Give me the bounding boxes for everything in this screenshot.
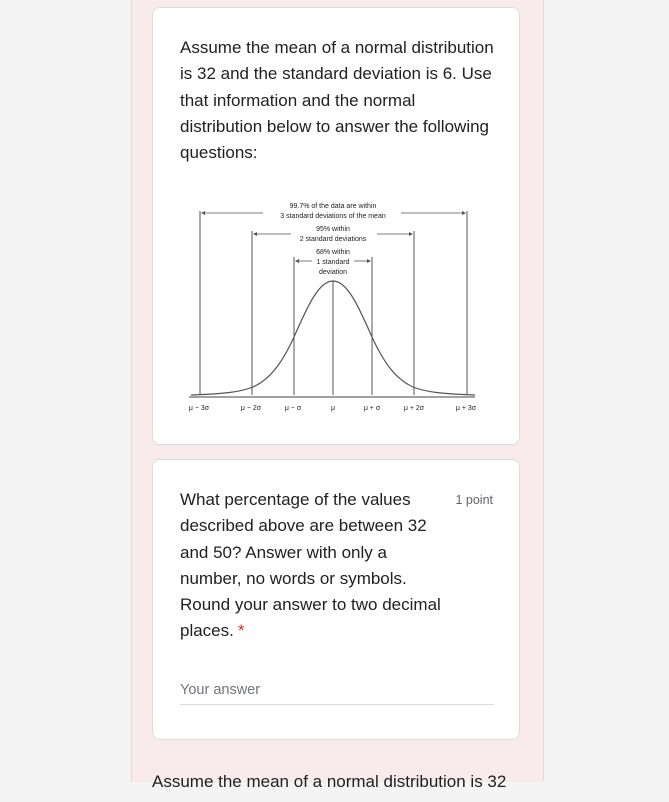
points-label: 1 point	[455, 493, 493, 507]
answer-input[interactable]	[180, 676, 494, 705]
question-card	[152, 459, 520, 740]
tick-minus-2sigma: μ − 2σ	[240, 405, 262, 412]
tick-minus-3sigma: μ − 3σ	[188, 405, 210, 412]
description-text: Assume the mean of a normal distribution is 32 and the standard deviation is 6. Use that information and the normal distribution below to answer the following questions:	[180, 38, 494, 163]
description-card	[152, 7, 520, 445]
tick-plus-1sigma: μ + σ	[363, 405, 381, 412]
question-text: What percentage of the values described above are between 32 and 50? Answer with only a number, no words or symbols. Round your answer to two decimal places.	[180, 490, 441, 641]
label-68-line3: deviation	[318, 269, 348, 276]
label-95-line1: 95% within	[316, 226, 350, 233]
required-asterisk: *	[237, 621, 245, 641]
label-99-line2: 3 standard deviations of the mean	[280, 213, 386, 220]
tick-plus-3sigma: μ + 3σ	[455, 405, 477, 412]
tick-mean: μ	[330, 405, 336, 412]
normal-distribution-figure	[183, 191, 479, 413]
label-95-line2: 2 standard deviations	[299, 236, 367, 243]
label-68-line2: 1 standard	[316, 259, 350, 266]
tick-minus-1sigma: μ − σ	[284, 405, 302, 412]
label-68-line1: 68% within	[316, 249, 350, 256]
tick-plus-2sigma: μ + 2σ	[403, 405, 425, 412]
question-title	[180, 487, 448, 645]
next-question-partial-text: Assume the mean of a normal distribution is 32	[152, 772, 507, 791]
label-99-line1: 99.7% of the data are within	[289, 203, 377, 210]
